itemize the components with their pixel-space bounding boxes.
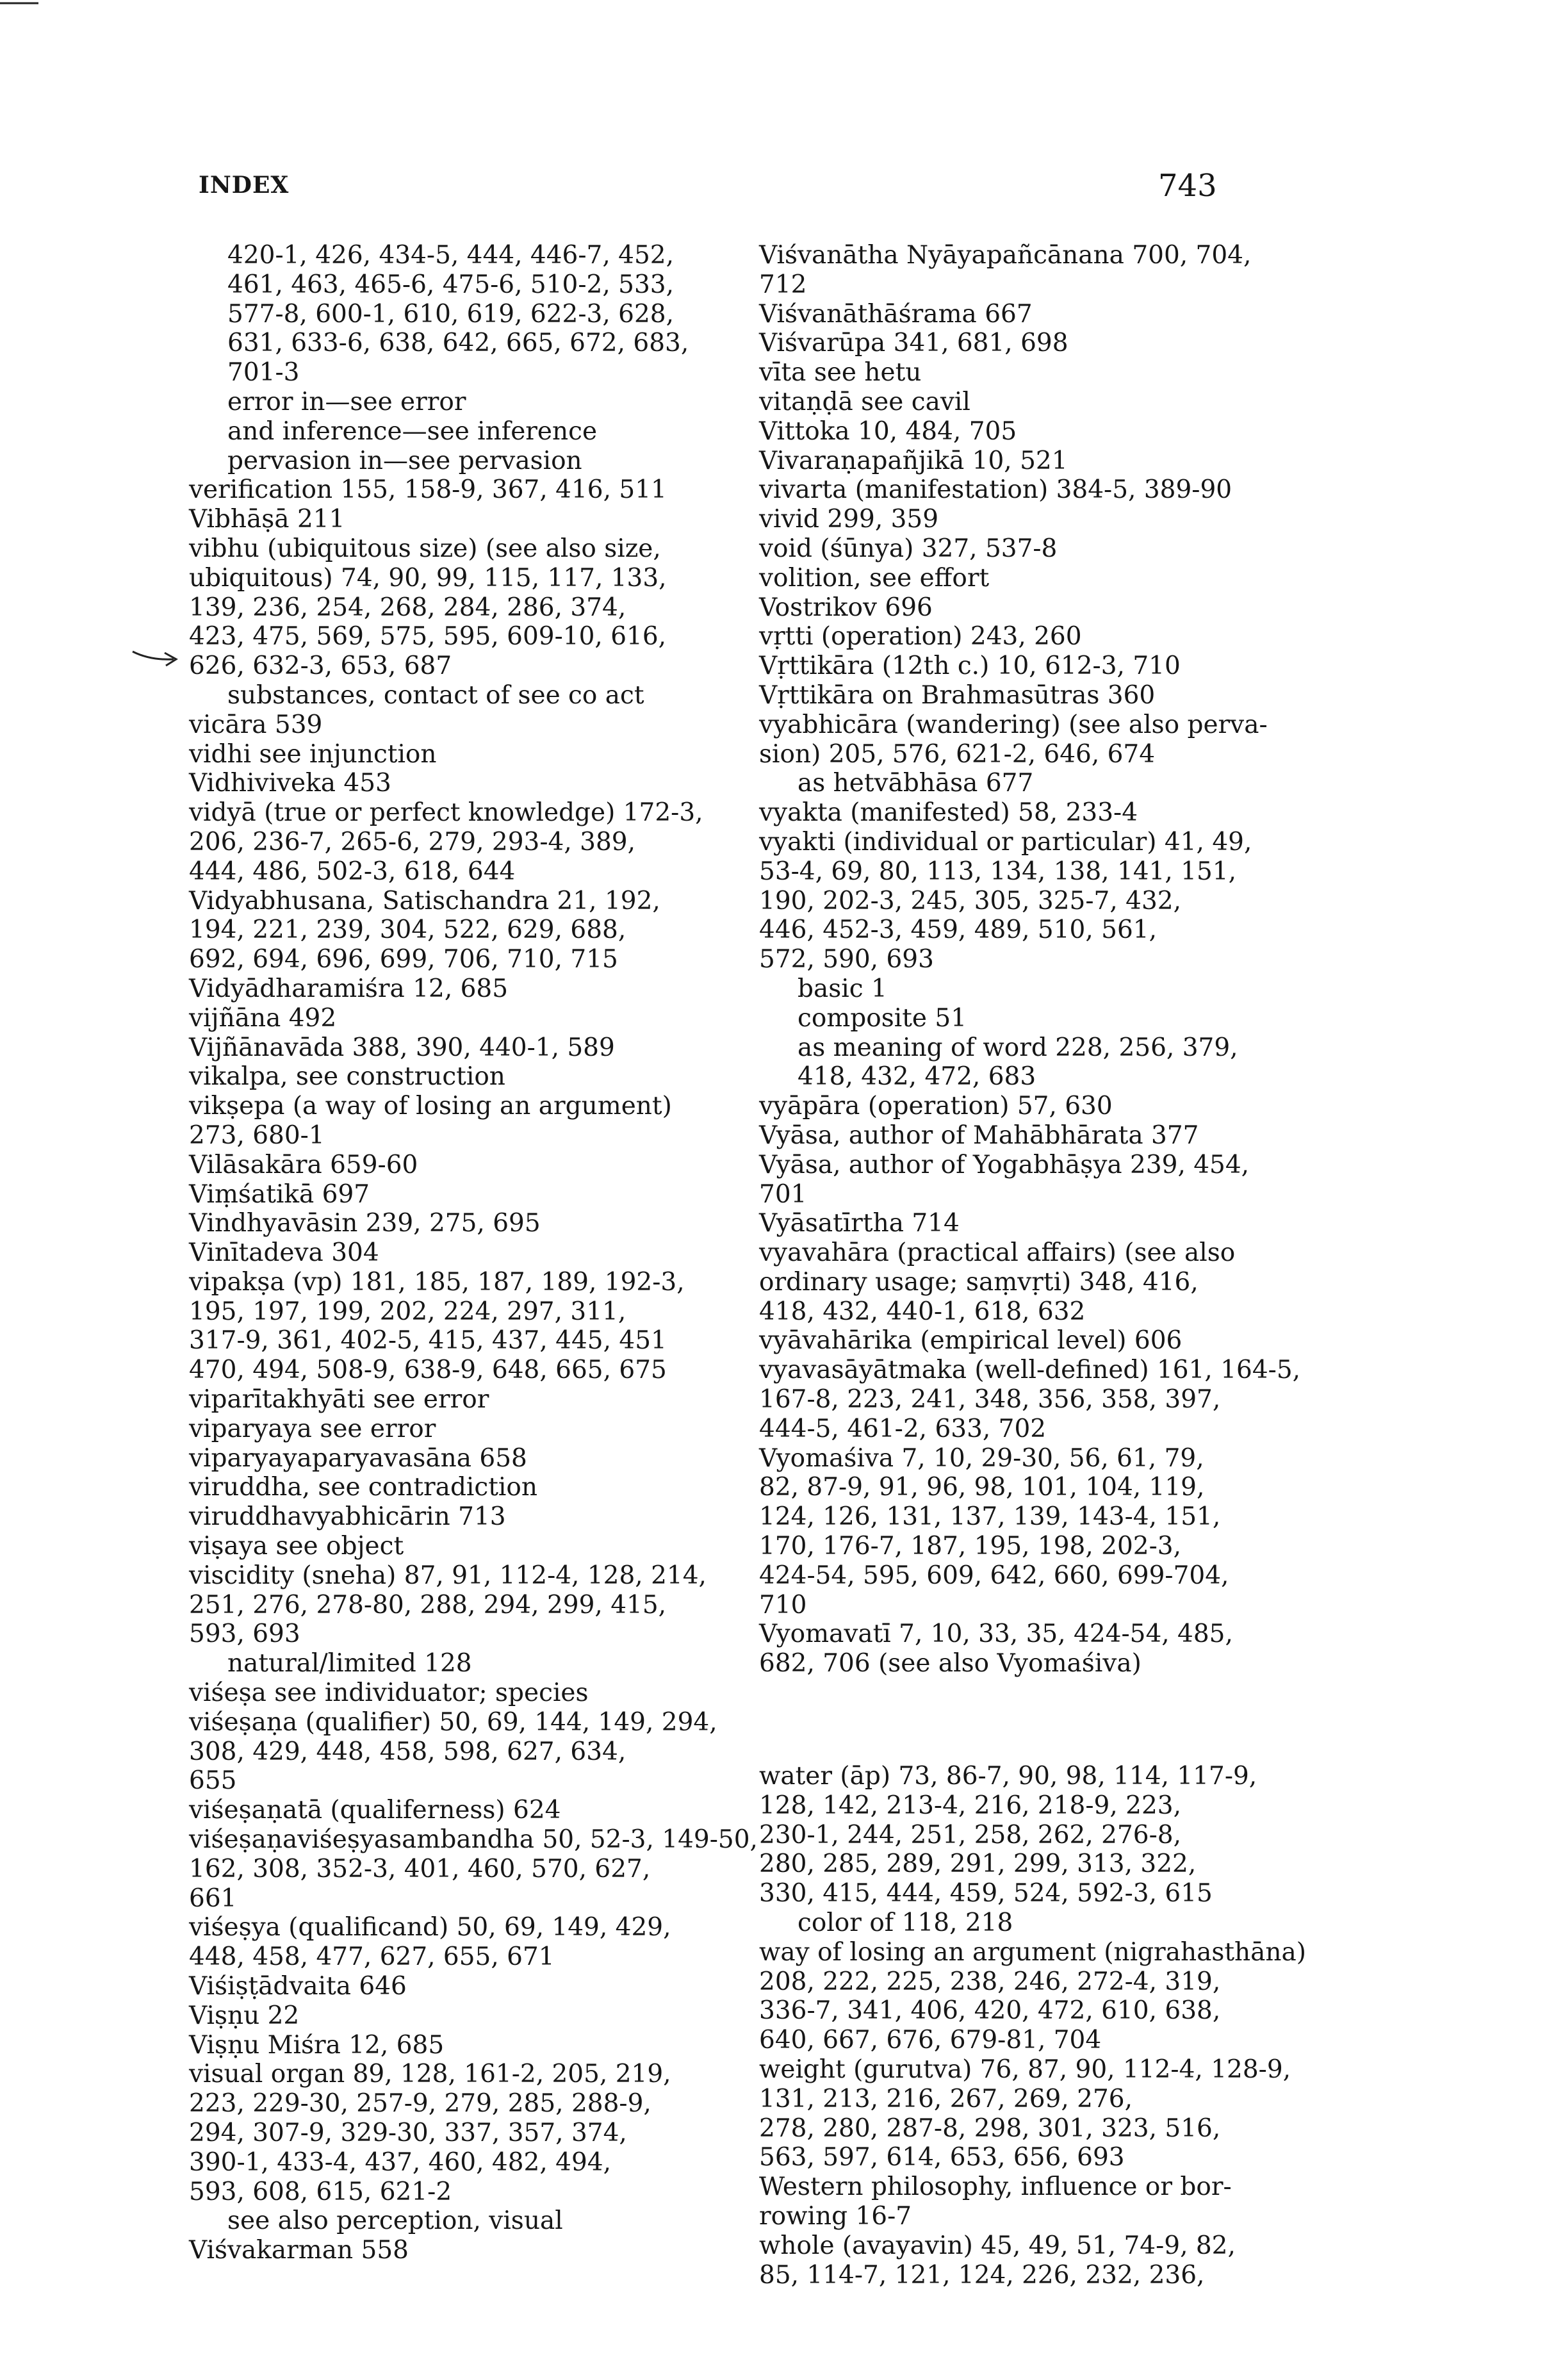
index-entry-continuation: 446, 452-3, 459, 489, 510, 561, — [759, 915, 1157, 945]
index-entry: vivarta (manifestation) 384-5, 389-90 — [759, 475, 1232, 505]
index-subentry: pervasion in—see pervasion — [227, 446, 582, 475]
index-entry: vyavahāra (practical affairs) (see also — [759, 1238, 1236, 1268]
scan-edge-mark — [0, 0, 38, 6]
index-subentry: 577-8, 600-1, 610, 619, 622-3, 628, — [227, 299, 674, 329]
index-entry: Viṣṇu 22 — [189, 2001, 300, 2030]
index-entry: Vṛttikāra (12th c.) 10, 612-3, 710 — [759, 652, 1181, 681]
index-entry: vyāpāra (operation) 57, 630 — [759, 1092, 1113, 1121]
index-entry-continuation: 124, 126, 131, 137, 139, 143-4, 151, — [759, 1502, 1221, 1532]
index-entry: vṛtti (operation) 243, 260 — [759, 622, 1082, 652]
index-entry: Viśvarūpa 341, 681, 698 — [759, 329, 1068, 358]
index-entry: Vinītadeva 304 — [189, 1238, 379, 1268]
index-entry-continuation: ubiquitous) 74, 90, 99, 115, 117, 133, — [189, 563, 667, 593]
index-entry-continuation: 206, 236-7, 265-6, 279, 293-4, 389, — [189, 827, 635, 857]
index-entry: Western philosophy, influence or bor- — [759, 2172, 1232, 2202]
index-subentry: 631, 633-6, 638, 642, 665, 672, 683, — [227, 329, 689, 358]
index-entry: Vidhiviveka 453 — [189, 769, 391, 798]
index-entry: visual organ 89, 128, 161-2, 205, 219, — [189, 2060, 671, 2089]
index-subentry: substances, contact of see co act — [227, 680, 644, 710]
index-entry: vyakti (individual or particular) 41, 49, — [759, 827, 1252, 857]
index-subentry: 418, 432, 472, 683 — [798, 1062, 1036, 1092]
index-entry: volition, see effort — [759, 563, 990, 593]
index-entry-continuation: ordinary usage; saṃvṛti) 348, 416, — [759, 1267, 1199, 1297]
index-subentry: 420-1, 426, 434-5, 444, 446-7, 452, — [227, 241, 674, 270]
index-entry-continuation: 423, 475, 569, 575, 595, 609-10, 616, — [189, 622, 667, 652]
index-entry: viparyayaparyavasāna 658 — [189, 1443, 527, 1473]
index-entry-continuation: 692, 694, 696, 699, 706, 710, 715 — [189, 945, 618, 974]
index-entry-continuation: 195, 197, 199, 202, 224, 297, 311, — [189, 1297, 626, 1326]
index-entry: verification 155, 158-9, 367, 416, 511 — [189, 475, 667, 505]
index-entry-continuation: 162, 308, 352-3, 401, 460, 570, 627, — [189, 1854, 651, 1883]
index-entry: viśeṣya (qualificand) 50, 69, 149, 429, — [189, 1913, 671, 1942]
index-entry-continuation: 251, 276, 278-80, 288, 294, 299, 415, — [189, 1590, 667, 1620]
index-entry: vitaṇḍā see cavil — [759, 387, 970, 416]
index-entry-continuation: 131, 213, 216, 267, 269, 276, — [759, 2084, 1133, 2113]
index-entry: vicāra 539 — [189, 710, 323, 739]
index-entry: void (śūnya) 327, 537-8 — [759, 534, 1058, 563]
index-entry-continuation: 194, 221, 239, 304, 522, 629, 688, — [189, 915, 626, 945]
index-entry-continuation: 390-1, 433-4, 437, 460, 482, 494, — [189, 2147, 611, 2177]
index-entry-continuation: 273, 680-1 — [189, 1120, 325, 1150]
index-entry-continuation: 626, 632-3, 653, 687 — [189, 652, 452, 681]
index-entry: vijñāna 492 — [189, 1003, 337, 1033]
index-entry-continuation: 330, 415, 444, 459, 524, 592-3, 615 — [759, 1879, 1213, 1908]
index-entry: viśeṣaṇa (qualifier) 50, 69, 144, 149, 294, — [189, 1707, 717, 1737]
index-entry-continuation: 336-7, 341, 406, 420, 472, 610, 638, — [759, 1996, 1221, 2026]
index-entry: Vṛttikāra on Brahmasūtras 360 — [759, 680, 1156, 710]
index-entry: Vostrikov 696 — [759, 593, 933, 622]
index-entry: Viśvanāthāśrama 667 — [759, 299, 1033, 329]
index-entry-continuation: 278, 280, 287-8, 298, 301, 323, 516, — [759, 2113, 1221, 2143]
index-entry-continuation: sion) 205, 576, 621-2, 646, 674 — [759, 739, 1156, 769]
index-entry: Vyāsa, author of Yogabhāṣya 239, 454, — [759, 1150, 1250, 1179]
index-subentry: as hetvābhāsa 677 — [798, 769, 1034, 798]
index-column-left — [189, 241, 758, 2265]
handwritten-arrow-icon — [131, 644, 183, 669]
index-entry: vyāvahārika (empirical level) 606 — [759, 1326, 1182, 1356]
index-entry: Viṃśatikā 697 — [189, 1179, 370, 1209]
index-entry: viparyaya see error — [189, 1414, 436, 1443]
index-subentry: and inference—see inference — [227, 416, 598, 446]
page-number: 743 — [1158, 168, 1217, 204]
index-entry: Vidyādharamiśra 12, 685 — [189, 974, 509, 1003]
index-entry: Vibhāṣā 211 — [189, 505, 345, 534]
index-entry-continuation: 82, 87-9, 91, 96, 98, 101, 104, 119, — [759, 1473, 1205, 1502]
index-entry: water (āp) 73, 86-7, 90, 98, 114, 117-9, — [759, 1762, 1257, 1791]
index-entry: vibhu (ubiquitous size) (see also size, — [189, 534, 661, 563]
index-entry: Vyāsatīrtha 714 — [759, 1209, 960, 1238]
index-entry-continuation: 208, 222, 225, 238, 246, 272-4, 319, — [759, 1967, 1221, 1996]
index-entry-continuation: rowing 16-7 — [759, 2202, 912, 2231]
index-entry-continuation: 317-9, 361, 402-5, 415, 437, 445, 451 — [189, 1326, 667, 1356]
index-entry: Vyomaśiva 7, 10, 29-30, 56, 61, 79, — [759, 1443, 1204, 1473]
index-entry-continuation: 128, 142, 213-4, 216, 218-9, 223, — [759, 1791, 1181, 1820]
index-entry-continuation: 85, 114-7, 121, 124, 226, 232, 236, — [759, 2260, 1205, 2290]
index-entry: vidhi see injunction — [189, 739, 437, 769]
index-entry: Vindhyavāsin 239, 275, 695 — [189, 1209, 541, 1238]
index-entry-continuation: 572, 590, 693 — [759, 945, 934, 974]
entry-gap — [759, 1678, 1310, 1762]
index-entry: viparītakhyāti see error — [189, 1385, 489, 1415]
index-entry: vivid 299, 359 — [759, 505, 939, 534]
index-entry-continuation: 418, 432, 440-1, 618, 632 — [759, 1297, 1086, 1326]
index-entry-continuation: 170, 176-7, 187, 195, 198, 202-3, — [759, 1532, 1181, 1561]
index-entry: vyabhicāra (wandering) (see also perva- — [759, 710, 1268, 739]
index-entry-continuation: 53-4, 69, 80, 113, 134, 138, 141, 151, — [759, 857, 1237, 886]
index-subentry: 701-3 — [227, 358, 300, 388]
index-entry: vidyā (true or perfect knowledge) 172-3, — [189, 798, 703, 828]
index-entry: viscidity (sneha) 87, 91, 112-4, 128, 214, — [189, 1561, 707, 1590]
index-entry-continuation: 223, 229-30, 257-9, 279, 285, 288-9, — [189, 2089, 651, 2119]
index-entry-continuation: 661 — [189, 1883, 237, 1913]
index-entry: vyakta (manifested) 58, 233-4 — [759, 798, 1138, 828]
index-entry: Viśiṣṭādvaita 646 — [189, 1972, 407, 2001]
index-entry: viśeṣaṇaviśeṣyasambandha 50, 52-3, 149-50, — [189, 1825, 758, 1855]
index-entry-continuation: 230-1, 244, 251, 258, 262, 276-8, — [759, 1820, 1181, 1850]
index-entry: Viśvakarman 558 — [189, 2236, 409, 2265]
index-entry-continuation: 280, 285, 289, 291, 299, 313, 322, — [759, 1850, 1197, 1879]
index-entry: Viśvanātha Nyāyapañcānana 700, 704, — [759, 241, 1252, 270]
index-subentry: 461, 463, 465-6, 475-6, 510-2, 533, — [227, 270, 674, 299]
index-entry-continuation: 448, 458, 477, 627, 655, 671 — [189, 1942, 555, 1972]
index-entry: viruddhavyabhicārin 713 — [189, 1502, 506, 1532]
index-entry: weight (gurutva) 76, 87, 90, 112-4, 128-9, — [759, 2055, 1291, 2085]
index-entry: whole (avayavin) 45, 49, 51, 74-9, 82, — [759, 2231, 1236, 2260]
index-entry-continuation: 593, 608, 615, 621-2 — [189, 2177, 452, 2206]
index-entry-continuation: 593, 693 — [189, 1620, 300, 1649]
index-entry-continuation: 470, 494, 508-9, 638-9, 648, 665, 675 — [189, 1356, 667, 1385]
index-entry-continuation: 139, 236, 254, 268, 284, 286, 374, — [189, 593, 626, 622]
index-entry: way of losing an argument (nigrahasthāna) — [759, 1937, 1306, 1967]
index-subentry: error in—see error — [227, 387, 466, 416]
index-entry-continuation: 167-8, 223, 241, 348, 356, 358, 397, — [759, 1385, 1221, 1415]
section-title: INDEX — [199, 172, 290, 199]
index-entry: Vidyabhusana, Satischandra 21, 192, — [189, 886, 660, 915]
index-entry-continuation: 308, 429, 448, 458, 598, 627, 634, — [189, 1737, 626, 1766]
index-entry: Viṣṇu Miśra 12, 685 — [189, 2030, 445, 2060]
index-subentry: composite 51 — [798, 1003, 967, 1033]
index-subentry: basic 1 — [798, 974, 887, 1003]
index-entry: viśeṣa see individuator; species — [189, 1678, 589, 1708]
index-entry: vyavasāyātmaka (well-defined) 161, 164-5, — [759, 1356, 1301, 1385]
index-entry: Vivaraṇapañjikā 10, 521 — [759, 446, 1068, 475]
index-entry-continuation: 190, 202-3, 245, 305, 325-7, 432, — [759, 886, 1181, 915]
index-entry-continuation: 563, 597, 614, 653, 656, 693 — [759, 2143, 1125, 2172]
index-entry-continuation: 710 — [759, 1590, 807, 1620]
index-subentry: see also perception, visual — [227, 2206, 563, 2236]
index-entry-continuation: 294, 307-9, 329-30, 337, 357, 374, — [189, 2119, 627, 2147]
index-entry-continuation: 712 — [759, 270, 807, 299]
index-entry: viruddha, see contradiction — [189, 1473, 537, 1502]
index-subentry: natural/limited 128 — [227, 1649, 472, 1678]
index-subentry: as meaning of word 228, 256, 379, — [798, 1033, 1238, 1062]
index-entry-continuation: 444-5, 461-2, 633, 702 — [759, 1414, 1047, 1443]
index-entry: vikalpa, see construction — [189, 1062, 505, 1092]
index-entry: vikṣepa (a way of losing an argument) — [189, 1092, 672, 1121]
index-subentry: color of 118, 218 — [798, 1908, 1013, 1938]
index-entry: Vittoka 10, 484, 705 — [759, 416, 1017, 446]
index-entry: viśeṣaṇatā (qualiferness) 624 — [189, 1796, 561, 1825]
index-entry-continuation: 682, 706 (see also Vyomaśiva) — [759, 1649, 1142, 1678]
index-entry-continuation: 655 — [189, 1766, 237, 1796]
index-entry: Vilāsakāra 659-60 — [189, 1150, 418, 1179]
index-entry: vipakṣa (vp) 181, 185, 187, 189, 192-3, — [189, 1267, 685, 1297]
index-entry: Vyāsa, author of Mahābhārata 377 — [759, 1120, 1199, 1150]
index-entry-continuation: 444, 486, 502-3, 618, 644 — [189, 857, 516, 886]
index-entry: Vijñānavāda 388, 390, 440-1, 589 — [189, 1033, 615, 1062]
index-entry-continuation: 640, 667, 676, 679-81, 704 — [759, 2026, 1102, 2055]
index-entry: viṣaya see object — [189, 1532, 404, 1561]
index-entry: vīta see hetu — [759, 358, 922, 388]
index-entry: Vyomavatī 7, 10, 33, 35, 424-54, 485, — [759, 1620, 1233, 1649]
index-entry-continuation: 424-54, 595, 609, 642, 660, 699-704, — [759, 1561, 1229, 1590]
index-entry-continuation: 701 — [759, 1179, 807, 1209]
index-column-right — [759, 241, 1310, 2290]
